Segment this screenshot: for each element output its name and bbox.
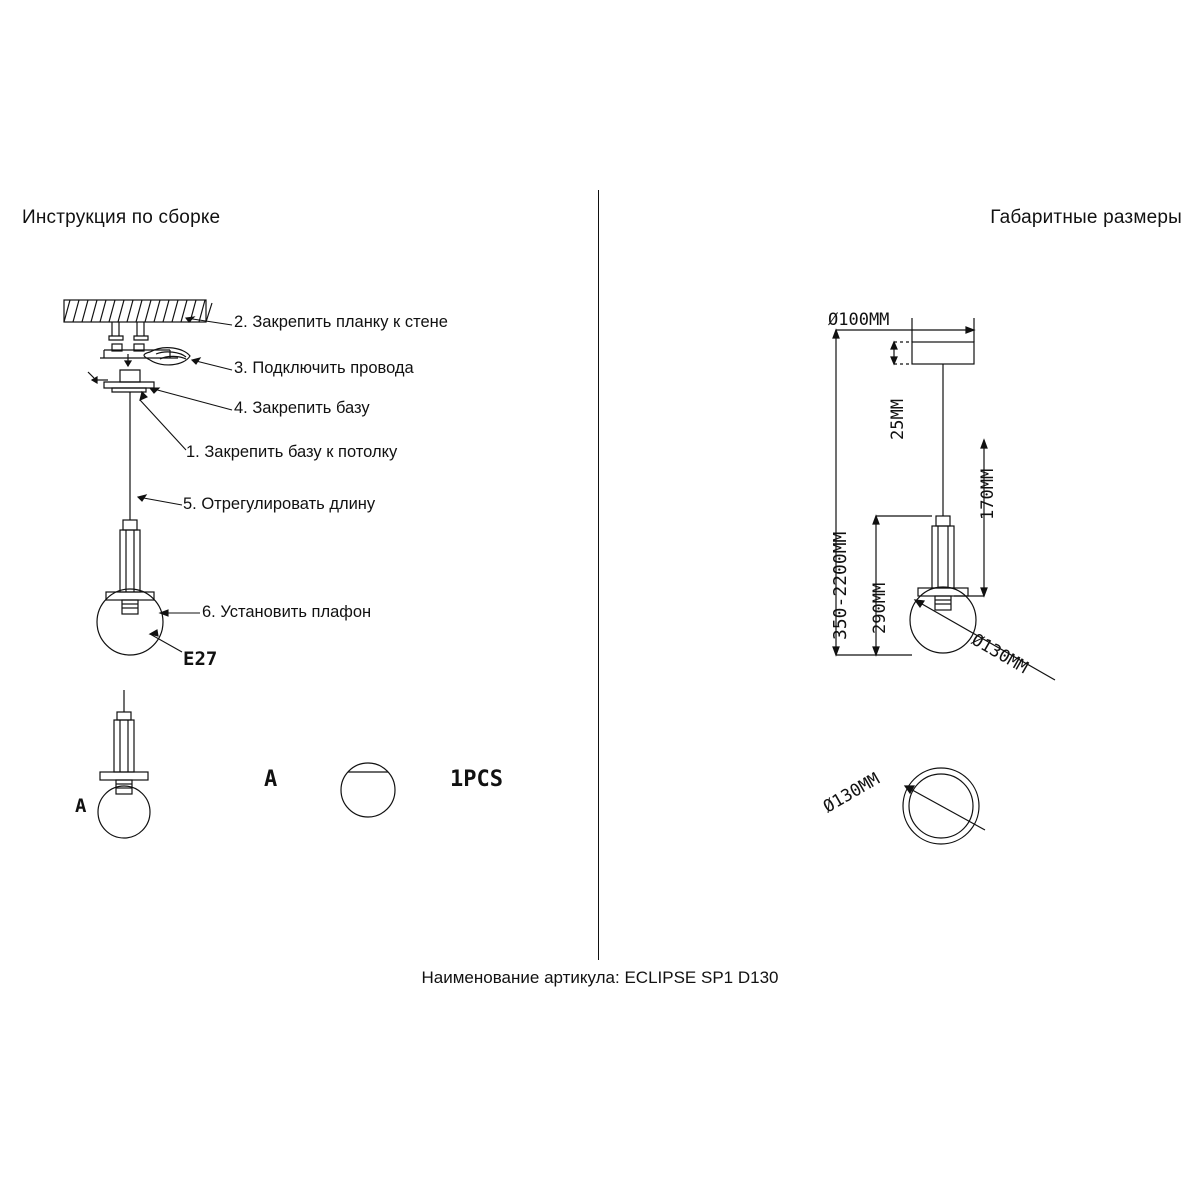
dimension-canopy-height: 25MM (888, 399, 908, 440)
assembly-step-2: 2. Закрепить планку к стене (234, 313, 448, 331)
globe-part-illustration (341, 763, 395, 817)
socket-type-label: E27 (183, 648, 218, 670)
dimension-fixture-height: 290MM (870, 582, 890, 634)
left-panel-title: Инструкция по сборке (22, 207, 221, 228)
quantity-label: 1PCS (450, 767, 503, 792)
part-a-illustration (98, 690, 150, 838)
assembly-step-5: 5. Отрегулировать длину (183, 495, 376, 513)
dimension-canopy-diameter: Ø100MM (828, 310, 890, 330)
panel-divider (598, 190, 599, 960)
assembly-step-3: 3. Подключить провода (234, 359, 414, 377)
dimension-shade-diameter-plan: Ø130MM (820, 769, 884, 818)
assembly-step-4: 4. Закрепить базу (234, 399, 370, 417)
article-name-footer: Наименование артикула: ECLIPSE SP1 D130 (421, 968, 779, 987)
assembly-step-6: 6. Установить плафон (202, 603, 372, 621)
part-letter-list-label: A (264, 767, 278, 792)
assembly-step-1: 1. Закрепить базу к потолку (186, 443, 398, 461)
pendant-fixture-illustration (97, 392, 163, 655)
base-plate-illustration (88, 344, 190, 392)
dimension-drawing (833, 318, 1055, 844)
dimension-lamp-holder-height: 170MM (978, 468, 998, 520)
dimension-shade-diameter: Ø130MM (968, 630, 1032, 679)
dimension-total-drop-range: 350-2200MM (830, 531, 851, 640)
part-letter-fixture-label: A (75, 795, 87, 817)
wall-plate-illustration (64, 300, 212, 340)
right-panel-title: Габаритные размеры (990, 207, 1182, 228)
leader-lines (138, 317, 232, 652)
